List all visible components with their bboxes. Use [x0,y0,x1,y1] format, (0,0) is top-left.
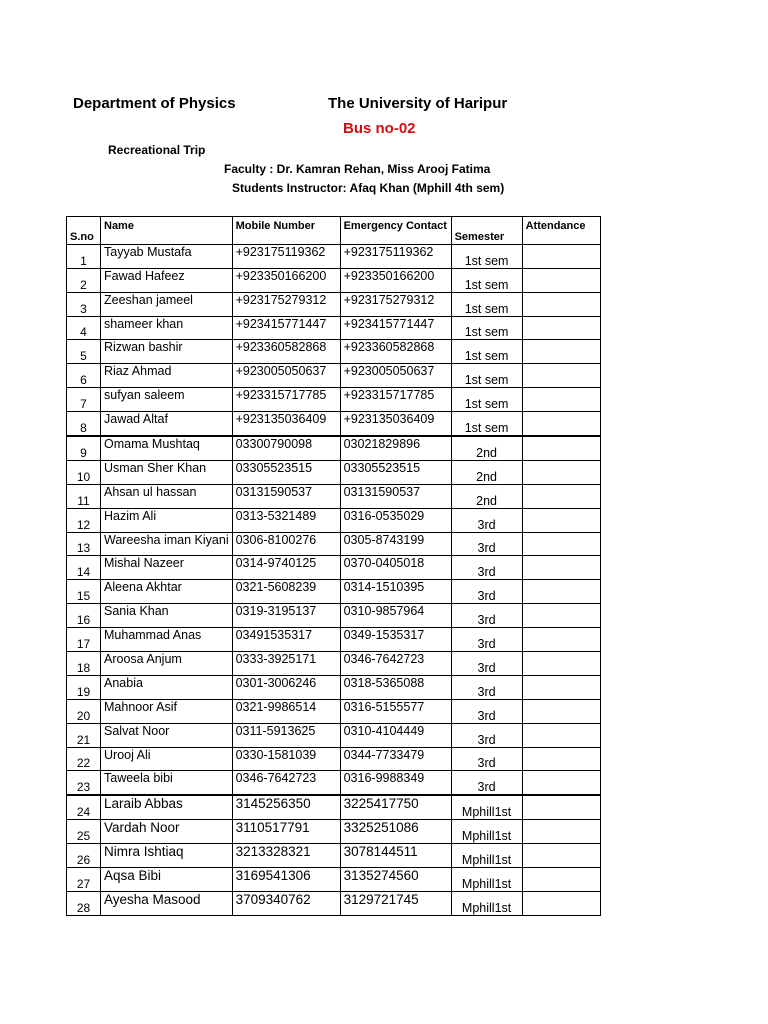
column-header-emergency: Emergency Contact [340,217,451,245]
cell-sno: 12 [67,508,101,532]
cell-attendance [522,484,600,508]
cell-sno: 8 [67,412,101,436]
table-row [67,844,601,868]
cell-emergency: 3135274560 [340,868,451,892]
cell-name: Usman Sher Khan [101,460,233,484]
instructor-line: Students Instructor: Afaq Khan (Mphill 4th sem) [232,181,505,195]
cell-mobile: 0330-1581039 [232,747,340,771]
cell-semester: 3rd [451,604,522,628]
cell-name: Sania Khan [101,604,233,628]
cell-mobile: +923005050637 [232,364,340,388]
cell-name: Zeeshan jameel [101,292,233,316]
cell-semester: 3rd [451,580,522,604]
cell-name: Rizwan bashir [101,340,233,364]
cell-sno: 10 [67,460,101,484]
cell-attendance [522,580,600,604]
cell-attendance [522,771,600,795]
column-header-sno: S.no [67,217,101,245]
cell-attendance [522,436,600,460]
table-row [67,723,601,747]
cell-semester: 3rd [451,675,522,699]
cell-mobile: 3169541306 [232,868,340,892]
cell-attendance [522,628,600,652]
cell-sno: 2 [67,268,101,292]
cell-attendance [522,675,600,699]
cell-emergency: 3129721745 [340,891,451,915]
cell-mobile: +923315717785 [232,388,340,412]
cell-attendance [522,532,600,556]
table-row [67,532,601,556]
cell-sno: 20 [67,699,101,723]
cell-sno: 26 [67,844,101,868]
table-row [67,652,601,676]
cell-sno: 17 [67,628,101,652]
table-row [67,580,601,604]
cell-semester: Mphill1st [451,820,522,844]
cell-sno: 21 [67,723,101,747]
cell-emergency: 0316-9988349 [340,771,451,795]
roster-body [67,244,601,915]
cell-semester: 1st sem [451,412,522,436]
cell-name: Mishal Nazeer [101,556,233,580]
cell-mobile: 03491535317 [232,628,340,652]
cell-name: Omama Mushtaq [101,436,233,460]
cell-name: Fawad Hafeez [101,268,233,292]
cell-emergency: +923005050637 [340,364,451,388]
cell-sno: 4 [67,316,101,340]
table-row [67,556,601,580]
cell-mobile: 3110517791 [232,820,340,844]
cell-emergency: 0314-1510395 [340,580,451,604]
student-roster-table [66,216,601,916]
cell-mobile: 3213328321 [232,844,340,868]
cell-semester: 2nd [451,484,522,508]
cell-emergency: +923360582868 [340,340,451,364]
cell-mobile: +923175119362 [232,244,340,268]
cell-sno: 24 [67,795,101,819]
cell-semester: 3rd [451,747,522,771]
cell-sno: 5 [67,340,101,364]
cell-sno: 6 [67,364,101,388]
table-row [67,484,601,508]
cell-emergency: 0346-7642723 [340,652,451,676]
cell-attendance [522,747,600,771]
cell-name: Jawad Altaf [101,412,233,436]
bus-number: Bus no-02 [343,120,416,137]
cell-emergency: 0310-9857964 [340,604,451,628]
table-row [67,891,601,915]
table-row [67,316,601,340]
table-header-row [67,217,601,245]
cell-emergency: 0349-1535317 [340,628,451,652]
cell-name: Aroosa Anjum [101,652,233,676]
cell-semester: Mphill1st [451,868,522,892]
cell-attendance [522,244,600,268]
cell-sno: 16 [67,604,101,628]
department-title: Department of Physics [73,95,236,112]
cell-sno: 22 [67,747,101,771]
table-row [67,364,601,388]
cell-mobile: 0314-9740125 [232,556,340,580]
trip-label: Recreational Trip [108,143,206,157]
table-row [67,244,601,268]
cell-sno: 18 [67,652,101,676]
table-row [67,675,601,699]
cell-sno: 11 [67,484,101,508]
cell-sno: 15 [67,580,101,604]
cell-semester: 3rd [451,771,522,795]
cell-sno: 1 [67,244,101,268]
table-row [67,868,601,892]
cell-mobile: 0301-3006246 [232,675,340,699]
cell-semester: Mphill1st [451,891,522,915]
cell-mobile: 3709340762 [232,891,340,915]
cell-attendance [522,844,600,868]
cell-mobile: 0319-3195137 [232,604,340,628]
cell-emergency: 3225417750 [340,795,451,819]
table-row [67,604,601,628]
cell-semester: 2nd [451,460,522,484]
cell-name: Mahnoor Asif [101,699,233,723]
table-row [67,412,601,436]
cell-sno: 3 [67,292,101,316]
cell-attendance [522,340,600,364]
cell-name: Hazim Ali [101,508,233,532]
cell-attendance [522,292,600,316]
table-row [67,508,601,532]
cell-emergency: 03021829896 [340,436,451,460]
cell-emergency: 0316-0535029 [340,508,451,532]
table-row [67,820,601,844]
cell-emergency: 03131590537 [340,484,451,508]
cell-semester: 2nd [451,436,522,460]
cell-name: Nimra Ishtiaq [101,844,233,868]
cell-mobile: 0333-3925171 [232,652,340,676]
cell-name: Aleena Akhtar [101,580,233,604]
cell-mobile: 3145256350 [232,795,340,819]
cell-attendance [522,891,600,915]
column-header-name: Name [101,217,233,245]
cell-attendance [522,460,600,484]
cell-semester: 3rd [451,652,522,676]
cell-mobile: 0321-9986514 [232,699,340,723]
column-header-mobile: Mobile Number [232,217,340,245]
cell-name: Salvat Noor [101,723,233,747]
cell-semester: 3rd [451,699,522,723]
cell-name: Riaz Ahmad [101,364,233,388]
cell-mobile: 03131590537 [232,484,340,508]
cell-name: shameer khan [101,316,233,340]
cell-emergency: 3078144511 [340,844,451,868]
cell-semester: 1st sem [451,316,522,340]
cell-emergency: 0344-7733479 [340,747,451,771]
cell-semester: 3rd [451,723,522,747]
cell-mobile: 03300790098 [232,436,340,460]
cell-semester: 1st sem [451,364,522,388]
cell-emergency: 0316-5155577 [340,699,451,723]
cell-sno: 9 [67,436,101,460]
cell-semester: 3rd [451,556,522,580]
cell-emergency: 03305523515 [340,460,451,484]
cell-name: Tayyab Mustafa [101,244,233,268]
cell-mobile: +923175279312 [232,292,340,316]
cell-emergency: 0370-0405018 [340,556,451,580]
cell-mobile: 0321-5608239 [232,580,340,604]
cell-name: Ayesha Masood [101,891,233,915]
column-header-semester: Semester [451,217,522,245]
cell-attendance [522,556,600,580]
cell-name: Urooj Ali [101,747,233,771]
cell-mobile: 0311-5913625 [232,723,340,747]
cell-emergency: +923315717785 [340,388,451,412]
cell-attendance [522,364,600,388]
cell-name: Ahsan ul hassan [101,484,233,508]
cell-mobile: +923135036409 [232,412,340,436]
cell-name: Laraib Abbas [101,795,233,819]
cell-emergency: 0318-5365088 [340,675,451,699]
cell-semester: 1st sem [451,340,522,364]
table-row [67,771,601,795]
cell-emergency: +923350166200 [340,268,451,292]
cell-attendance [522,604,600,628]
cell-mobile: +923360582868 [232,340,340,364]
table-row [67,268,601,292]
cell-name: Wareesha iman Kiyani [101,532,233,556]
table-row [67,747,601,771]
cell-emergency: +923135036409 [340,412,451,436]
cell-attendance [522,723,600,747]
cell-emergency: +923175119362 [340,244,451,268]
cell-semester: 3rd [451,508,522,532]
cell-attendance [522,795,600,819]
table-row [67,388,601,412]
table-row [67,436,601,460]
cell-attendance [522,412,600,436]
cell-attendance [522,508,600,532]
cell-mobile: 03305523515 [232,460,340,484]
column-header-attendance: Attendance [522,217,600,245]
cell-semester: 1st sem [451,268,522,292]
cell-emergency: +923415771447 [340,316,451,340]
cell-emergency: +923175279312 [340,292,451,316]
cell-attendance [522,820,600,844]
cell-name: sufyan saleem [101,388,233,412]
cell-attendance [522,268,600,292]
cell-mobile: 0346-7642723 [232,771,340,795]
cell-sno: 25 [67,820,101,844]
cell-semester: 1st sem [451,388,522,412]
university-title: The University of Haripur [328,95,508,112]
cell-sno: 13 [67,532,101,556]
table-row [67,460,601,484]
cell-mobile: 0306-8100276 [232,532,340,556]
cell-mobile: +923415771447 [232,316,340,340]
cell-mobile: 0313-5321489 [232,508,340,532]
table-row [67,795,601,819]
table-row [67,699,601,723]
cell-sno: 23 [67,771,101,795]
cell-attendance [522,699,600,723]
cell-sno: 19 [67,675,101,699]
cell-sno: 7 [67,388,101,412]
cell-name: Aqsa Bibi [101,868,233,892]
cell-semester: 1st sem [451,244,522,268]
cell-sno: 28 [67,891,101,915]
table-row [67,340,601,364]
cell-name: Muhammad Anas [101,628,233,652]
table-row [67,292,601,316]
cell-attendance [522,868,600,892]
cell-attendance [522,388,600,412]
cell-semester: Mphill1st [451,795,522,819]
cell-semester: 3rd [451,532,522,556]
cell-semester: 3rd [451,628,522,652]
cell-sno: 14 [67,556,101,580]
cell-emergency: 3325251086 [340,820,451,844]
cell-mobile: +923350166200 [232,268,340,292]
cell-name: Anabia [101,675,233,699]
table-row [67,628,601,652]
cell-name: Taweela bibi [101,771,233,795]
cell-name: Vardah Noor [101,820,233,844]
cell-attendance [522,652,600,676]
cell-semester: Mphill1st [451,844,522,868]
cell-emergency: 0310-4104449 [340,723,451,747]
cell-emergency: 0305-8743199 [340,532,451,556]
cell-semester: 1st sem [451,292,522,316]
cell-sno: 27 [67,868,101,892]
faculty-line: Faculty : Dr. Kamran Rehan, Miss Arooj Fatima [224,162,491,176]
cell-attendance [522,316,600,340]
